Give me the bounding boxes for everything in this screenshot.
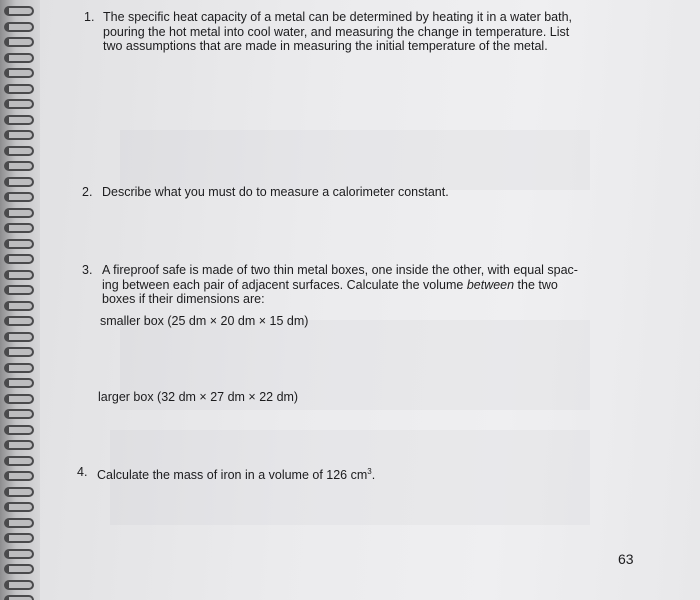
- question-text-segment: the two: [514, 277, 558, 292]
- binding-ring: [4, 6, 34, 16]
- binding-ring: [4, 68, 34, 78]
- question-number: 4.: [77, 465, 88, 479]
- binding-ring: [4, 518, 34, 528]
- binding-ring: [4, 533, 34, 543]
- question-text-line: [102, 278, 578, 293]
- question-text-segment: .: [371, 468, 376, 483]
- binding-ring: [4, 208, 34, 218]
- question-number: 3.: [82, 263, 93, 277]
- smaller-box-dimensions: smaller box (25 dm × 20 dm × 15 dm): [100, 314, 309, 328]
- binding-ring: [4, 378, 34, 388]
- question-text-segment: ing between each pair of adjacent surfaces. Calculate the volume: [102, 277, 467, 292]
- question-text-line: pouring the hot metal into cool water, and measuring the change in temperature. List: [103, 24, 570, 39]
- binding-ring: [4, 471, 34, 481]
- binding-ring: [4, 564, 34, 574]
- binding-ring: [4, 192, 34, 202]
- question-text-line: [97, 465, 375, 483]
- binding-ring: [4, 301, 34, 311]
- question-text-line: boxes if their dimensions are:: [102, 292, 265, 306]
- binding-ring: [4, 115, 34, 125]
- page-number: 63: [618, 551, 634, 567]
- binding-ring: [4, 130, 34, 140]
- binding-ring: [4, 440, 34, 450]
- binding-ring: [4, 580, 34, 590]
- binding-ring: [4, 254, 34, 264]
- binding-ring: [4, 347, 34, 357]
- binding-ring: [4, 487, 34, 497]
- binding-ring: [4, 394, 34, 404]
- binding-ring: [4, 285, 34, 295]
- question-text-line: two assumptions that are made in measuring the initial temperature of the metal.: [103, 39, 548, 53]
- binding-ring: [4, 332, 34, 342]
- emphasized-word: between: [466, 277, 515, 292]
- larger-box-dimensions: larger box (32 dm × 27 dm × 22 dm): [98, 390, 299, 404]
- binding-ring: [4, 549, 34, 559]
- bleed-through-shade: [120, 130, 590, 190]
- binding-ring: [4, 270, 34, 280]
- question-text-line: A fireproof safe is made of two thin metal boxes, one inside the other, with equal spac-: [102, 263, 578, 277]
- binding-ring: [4, 502, 34, 512]
- spiral-binding: [0, 0, 40, 600]
- binding-ring: [4, 409, 34, 419]
- binding-ring: [4, 22, 34, 32]
- workbook-page: [40, 0, 700, 600]
- binding-ring: [4, 161, 34, 171]
- binding-ring: [4, 99, 34, 109]
- binding-ring: [4, 425, 34, 435]
- binding-ring: [4, 595, 34, 600]
- question-text-segment: Calculate the mass of iron in a volume of 126 cm: [97, 468, 368, 483]
- binding-ring: [4, 456, 34, 466]
- question-number: 1.: [84, 10, 95, 24]
- binding-ring: [4, 146, 34, 156]
- binding-ring: [4, 177, 34, 187]
- binding-ring: [4, 53, 34, 63]
- question-text-line: The specific heat capacity of a metal can be determined by heating it in a water bath,: [103, 10, 573, 24]
- binding-ring: [4, 316, 34, 326]
- question-text-line: Describe what you must do to measure a calorimeter constant.: [102, 185, 449, 199]
- question-number: 2.: [82, 185, 93, 199]
- superscript: 3: [367, 467, 372, 476]
- binding-ring: [4, 363, 34, 373]
- binding-ring: [4, 84, 34, 94]
- binding-ring: [4, 37, 34, 47]
- binding-ring: [4, 239, 34, 249]
- binding-ring: [4, 223, 34, 233]
